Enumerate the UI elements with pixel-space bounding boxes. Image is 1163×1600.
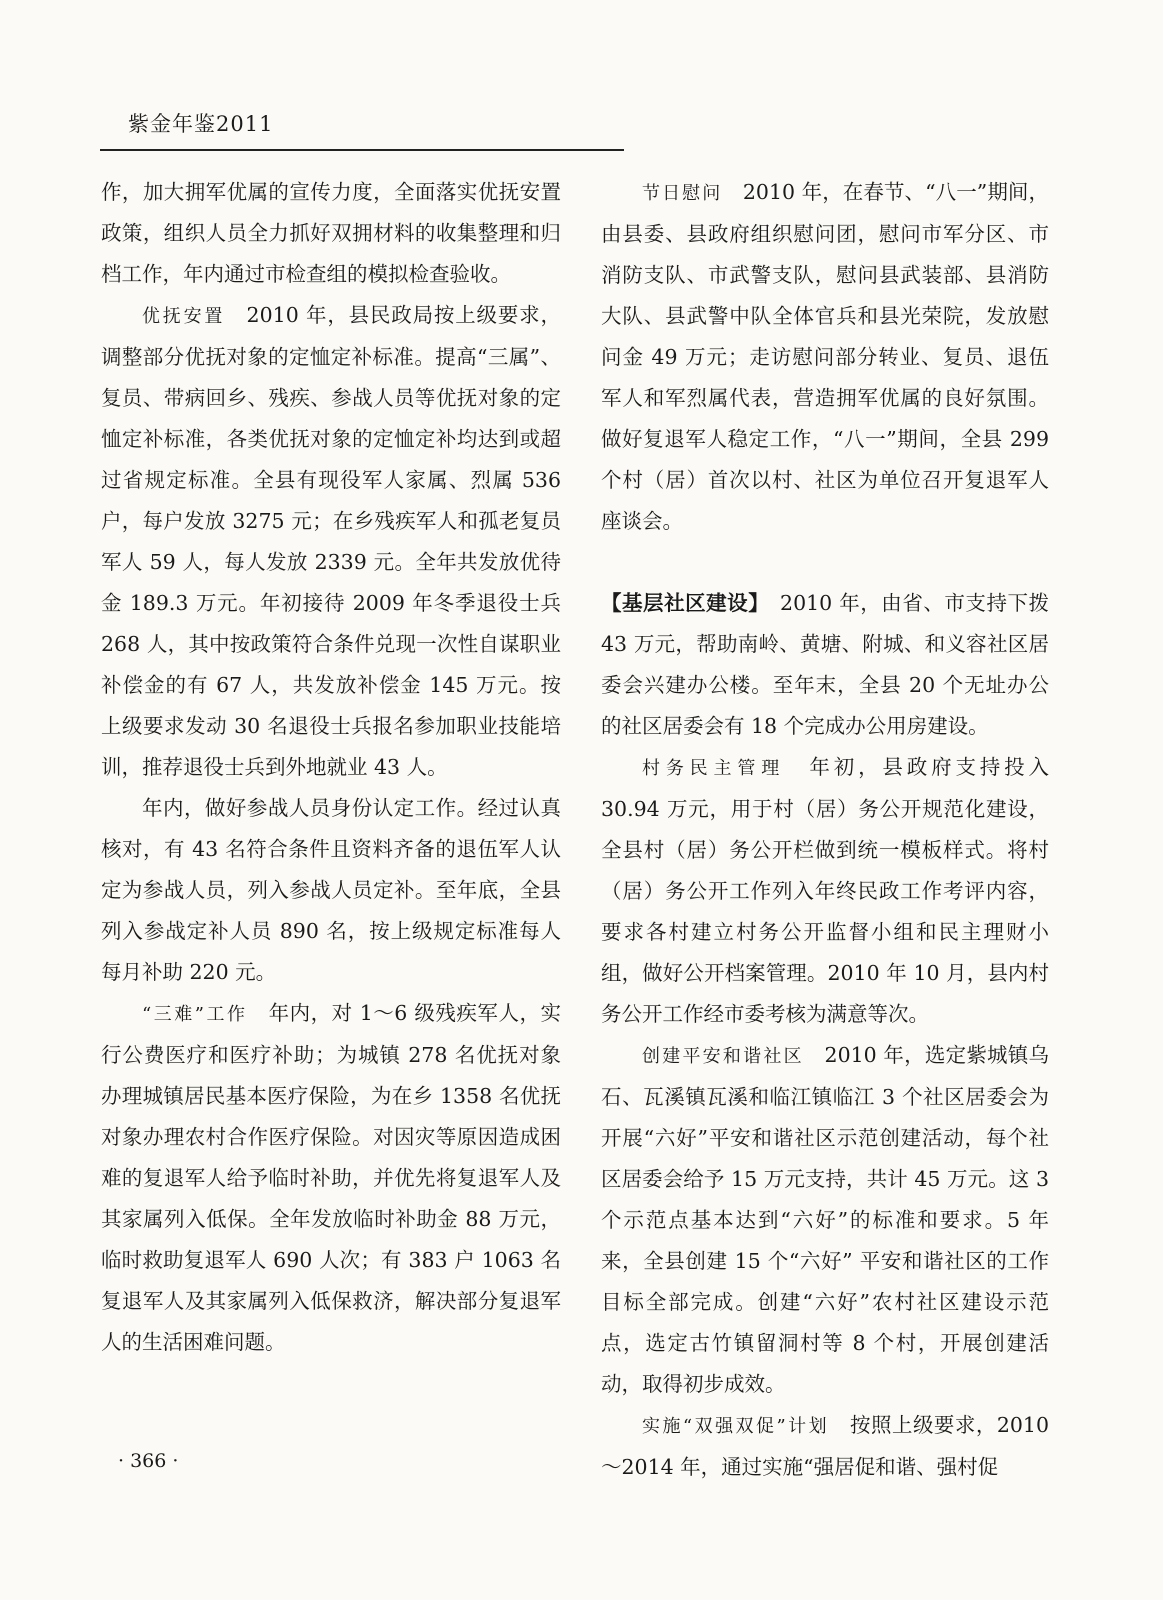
runin-heading: 村务民主管理 [642,758,786,779]
page-number: · 366 · [118,1450,179,1472]
paragraph-jieri-weiwen [601,172,1049,542]
paragraph-body: 年初，县政府支持投入 30.94 万元，用于村（居）务公开规范化建设，全县村（居）务公开栏做到统一模板样式。将村（居）务公开工作列入年终民政工作考评内容，要求各村建立村务公开监督小组和民主理财小组，做好公开档案管理。2010 年 10 月，县内村务公开工作经市委考核为满意等次。 [601,755,1049,1026]
section-heading: 【基层社区建设】 [601,591,759,615]
paragraph-sannan-gongzuo [101,993,561,1363]
runin-heading: 节日慰问 [642,183,723,204]
paragraph-continuation: 作，加大拥军优属的宣传力度，全面落实优抚安置政策，组织人员全力抓好双拥材料的收集整理和归档工作，年内通过市检查组的模拟检查验收。 [101,180,561,286]
paragraph-cunwu-minzhu [601,747,1049,1035]
paragraph-body: 年内，对 1～6 级残疾军人，实行公费医疗和医疗补助；为城镇 278 名优抚对象办理城镇居民基本医疗保险，为在乡 1358 名优抚对象办理农村合作医疗保险。对因灾等原因造成困难的复退军人给予临时补助，并优先将复退军人及其家属列入低保。全年发放临时补助金 88 万元，临时救助复退军人 690 人次；有 383 户 1063 名复退军人及其家属列入低保救济，解决部分复退军人的生活困难问题。 [101,1001,561,1354]
paragraph-body: 2010 年，由省、市支持下拨 43 万元，帮助南岭、黄塘、附城、和义容社区居委会兴建办公楼。至年末，全县 20 个无址办公的社区居委会有 18 个完成办公用房建设。 [601,591,1050,738]
runin-heading: “三难”工作 [142,1004,248,1025]
paragraph-canzhan-renyuan: 年内，做好参战人员身份认定工作。经过认真核对，有 43 名符合条件且资料齐备的退伍军人认定为参战人员，列入参战人员定补。至年底，全县列入参战定补人员 890 名，按上级规定标准每人每月补助 220 元。 [101,796,561,984]
paragraph-youfu-anzhi [101,295,561,788]
paragraph-pingan-hexie [601,1035,1049,1405]
runin-heading: 实施“双强双促”计划 [642,1416,830,1437]
runin-heading: 创建平安和谐社区 [642,1046,804,1067]
left-column [101,172,561,1363]
right-column [601,172,1049,1488]
section-gap [601,542,1049,583]
section-jiceng-shequ [601,583,1049,747]
paragraph-body: 按照上级要求，2010～2014 年，通过实施“强居促和谐、强村促 [601,1413,1050,1479]
paragraph-body: 2010 年，县民政局按上级要求，调整部分优抚对象的定恤定补标准。提高“三属”、复员、带病回乡、残疾、参战人员等优抚对象的定恤定补标准，各类优抚对象的定恤定补均达到或超过省规定标准。全县有现役军人家属、烈属 536 户，每户发放 3275 元；在乡残疾军人和孤老复员军人 59 人，每人发放 2339 元。全年共发放优待金 189.3 万元。年初接待 2009 年冬季退役士兵 268 人，其中按政策符合条件兑现一次性自谋职业补偿金的有 67 人，共发放补偿金 145 万元。按上级要求发动 30 名退役士兵报名参加职业技能培训，推荐退役士兵到外地就业 43 人。 [101,303,561,779]
header-rule [100,149,624,151]
runin-heading: 优抚安置 [142,306,226,327]
running-header-title: 紫金年鉴2011 [128,112,274,136]
paragraph-shuangqiang-shuangcu [601,1405,1049,1488]
paragraph-body: 2010 年，选定紫城镇乌石、瓦溪镇瓦溪和临江镇临江 3 个社区居委会为开展“六好”平安和谐社区示范创建活动，每个社区居委会给予 15 万元支持，共计 45 万元。这 3 个示范点基本达到“六好”的标准和要求。5 年来，全县创建 15 个“六好” 平安和谐社区的工作目标全部完成。创建“六好”农村社区建设示范点，选定古竹镇留洞村等 8 个村，开展创建活动，取得初步成效。 [601,1043,1050,1396]
paragraph-body: 2010 年，在春节、“八一”期间，由县委、县政府组织慰问团，慰问市军分区、市消防支队、市武警支队，慰问县武装部、县消防大队、县武警中队全体官兵和县光荣院，发放慰问金 49 万元；走访慰问部分转业、复员、退伍军人和军烈属代表，营造拥军优属的良好氛围。做好复退军人稳定工作，“八一”期间，全县 299 个村（居）首次以村、社区为单位召开复退军人座谈会。 [601,180,1050,533]
